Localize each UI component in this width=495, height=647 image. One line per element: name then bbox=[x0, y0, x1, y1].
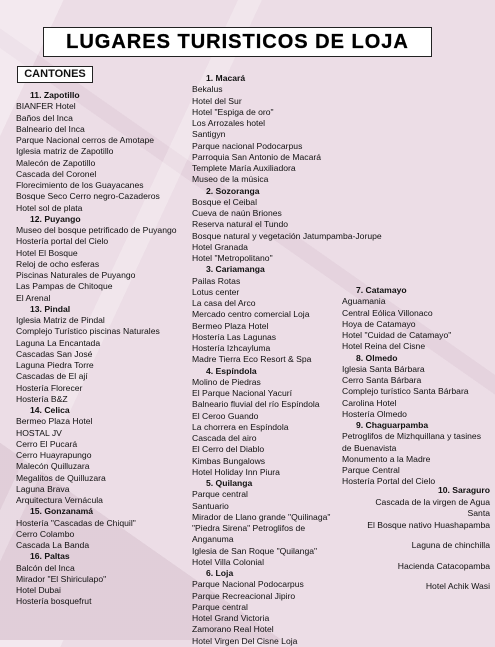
list-item: Laguna Brava bbox=[16, 483, 70, 494]
spacer bbox=[340, 531, 490, 540]
canton-heading: 3. Cariamanga bbox=[206, 264, 265, 275]
list-item: Mirador de Llano grande "Quilinaga" bbox=[192, 511, 331, 522]
list-item: Hostería Izhcayluma bbox=[192, 343, 271, 353]
list-item: Hostería Las Lagunas bbox=[192, 331, 277, 342]
list-item: Bosque el Ceibal bbox=[192, 196, 257, 207]
list-item: El Parque Nacional Yacurí bbox=[192, 388, 292, 398]
list-item: Santuario bbox=[192, 500, 229, 511]
list-item: Los Arrozales hotel bbox=[192, 118, 266, 128]
list-item: Zamorano Real Hotel bbox=[192, 624, 274, 635]
column-1 bbox=[16, 90, 186, 608]
list-item: Reserva natural el Tundo bbox=[192, 219, 289, 230]
canton-heading: 16. Paltas bbox=[30, 551, 70, 562]
list-item: Bekalus bbox=[192, 84, 223, 95]
list-item: Kimbas Bungalows bbox=[192, 455, 266, 466]
list-item: Reloj de ocho esferas bbox=[16, 258, 100, 269]
list-item: Hotel Holiday Inn Piura bbox=[192, 466, 280, 477]
list-item: Museo de la música bbox=[192, 174, 269, 185]
list-item: Hostería B&Z bbox=[16, 393, 68, 404]
list-item: El Ceroo Guando bbox=[192, 410, 259, 421]
list-item: Molino de Piedras bbox=[192, 376, 261, 387]
canton-heading: 10. Saraguro bbox=[437, 485, 490, 495]
list-item: Cascada del airo bbox=[192, 433, 257, 443]
list-item: Florecimiento de los Guayacanes bbox=[16, 180, 144, 190]
list-item: Cascadas de El ají bbox=[16, 371, 88, 382]
canton-heading: 6. Loja bbox=[206, 568, 234, 578]
list-item: Laguna La Encantada bbox=[16, 337, 101, 348]
column-3 bbox=[342, 285, 492, 488]
list-item: Balcón del Inca bbox=[16, 562, 75, 573]
column-4 bbox=[340, 485, 490, 593]
list-item: Hacienda Catacopamba bbox=[397, 560, 490, 571]
list-item: Hotel Reina del Cisne bbox=[342, 341, 426, 352]
list-item: HOSTAL JV bbox=[16, 427, 62, 438]
list-item: Laguna Piedra Torre bbox=[16, 360, 94, 370]
list-item: Hostería Florecer bbox=[16, 382, 83, 393]
list-item: La chorrera en Espíndola bbox=[192, 421, 289, 432]
page-title: LUGARES TURISTICOS DE LOJA bbox=[66, 30, 409, 53]
list-item: Mirador "El Shiriculapo" bbox=[16, 573, 107, 584]
list-item: Hotel El Bosque bbox=[16, 247, 78, 258]
list-item: Hostería "Cascadas de Chiquil" bbox=[16, 517, 136, 528]
list-item: Hotel Dubai bbox=[16, 585, 61, 595]
list-item: El Arenal bbox=[16, 292, 51, 303]
list-item: Hotel "Cuidad de Catamayo" bbox=[342, 330, 452, 340]
list-item: La casa del Arco bbox=[192, 298, 256, 308]
list-item: Hotel Grand Victoria bbox=[192, 613, 270, 623]
list-item: Balneario fluvial del río Espíndola bbox=[192, 399, 320, 410]
list-item: Bosque Seco Cerro negro-Cazaderos bbox=[16, 191, 160, 202]
list-item: Hostería bosquefrut bbox=[16, 596, 92, 607]
list-item: Cerro Santa Bárbara bbox=[342, 375, 422, 385]
list-item: El Cerro del Diablo bbox=[192, 444, 265, 455]
list-item: Iglesia de San Roque "Quilanga" bbox=[192, 545, 318, 556]
list-item: Lotus center bbox=[192, 286, 240, 297]
list-item: Las Pampas de Chitoque bbox=[16, 281, 113, 292]
list-item: Cueva de naún Briones bbox=[192, 208, 282, 218]
canton-heading: 11. Zapotillo bbox=[30, 90, 80, 100]
list-item: Piscinas Naturales de Puyango bbox=[16, 270, 136, 280]
list-item: Hostería Olmedo bbox=[342, 408, 407, 419]
list-item: Parque nacional Podocarpus bbox=[192, 140, 303, 151]
title-box bbox=[43, 27, 432, 57]
list-item: Malecón Quilluzara bbox=[16, 461, 90, 472]
list-item: Hotel Villa Colonial bbox=[192, 556, 264, 567]
list-item: de Buenavista bbox=[342, 442, 397, 453]
list-item: Cascada del Coronel bbox=[16, 168, 97, 179]
list-item: Bermeo Plaza Hotel bbox=[192, 320, 269, 331]
canton-heading: 12. Puyango bbox=[30, 213, 81, 224]
canton-heading: 4. Espíndola bbox=[206, 365, 257, 376]
list-item: Hotel Achik Wasi bbox=[425, 581, 490, 591]
canton-heading: 15. Gonzanamá bbox=[30, 506, 94, 517]
list-item: Cascada de la virgen de Agua bbox=[375, 496, 490, 507]
canton-heading: 5. Quilanga bbox=[206, 478, 253, 488]
list-item: Santa bbox=[467, 508, 490, 518]
list-item: Hostería Portal del Cielo bbox=[342, 476, 436, 487]
cantones-label: CANTONES bbox=[17, 66, 93, 83]
list-item: Pailas Rotas bbox=[192, 275, 241, 286]
list-item: Hostería portal del Cielo bbox=[16, 236, 109, 247]
list-item: Hotel Virgen Del Cisne Loja bbox=[192, 635, 298, 646]
list-item: Iglesia matriz de Zapotillo bbox=[16, 146, 114, 157]
list-item: Parque Central bbox=[342, 465, 400, 475]
list-item: Hotel "Metropolitano" bbox=[192, 253, 273, 263]
list-item: Parroquia San Antonio de Macará bbox=[192, 151, 321, 162]
list-item: Iglesia Santa Bárbara bbox=[342, 363, 425, 374]
canton-heading: 9. Chaguarpamba bbox=[356, 420, 429, 430]
list-item: Templete María Auxiliadora bbox=[192, 163, 296, 173]
spacer bbox=[340, 572, 490, 581]
list-item: Parque central bbox=[192, 489, 248, 500]
list-item: Bermeo Plaza Hotel bbox=[16, 416, 93, 427]
list-item: Aguamania bbox=[342, 296, 386, 307]
list-item: Parque Recreacional Jipiro bbox=[192, 590, 296, 601]
list-item: Hotel sol de plata bbox=[16, 202, 83, 213]
list-item: Cerro Colambo bbox=[16, 528, 75, 539]
list-item: Complejo Turístico piscinas Naturales bbox=[16, 326, 160, 337]
canton-heading: 2. Sozoranga bbox=[206, 185, 260, 196]
list-item: Central Eólica Villonaco bbox=[342, 307, 433, 318]
list-item: Hotel "Espiga de oro" bbox=[192, 106, 274, 117]
list-item: El Bosque nativo Huashapamba bbox=[367, 519, 490, 530]
list-item: Hotel del Sur bbox=[192, 95, 242, 106]
list-item: Madre Tierra Eco Resort & Spa bbox=[192, 354, 312, 365]
list-item: Cascadas San José bbox=[16, 348, 93, 359]
canton-heading: 13. Pindal bbox=[30, 303, 71, 314]
list-item: Arquitectura Vernácula bbox=[16, 495, 103, 505]
list-item: Monumento a la Madre bbox=[342, 453, 431, 464]
list-item: Bosque natural y vegetación Jatumpamba-Jorupe bbox=[192, 230, 382, 241]
canton-heading: 14. Celica bbox=[30, 405, 70, 415]
list-item: Cascada La Banda bbox=[16, 540, 90, 550]
list-item: Parque central bbox=[192, 601, 248, 612]
list-item: BIANFER Hotel bbox=[16, 101, 76, 112]
list-item: Museo del bosque petrificado de Puyango bbox=[16, 225, 177, 235]
canton-heading: 8. Olmedo bbox=[356, 352, 398, 363]
list-item: Malecón de Zapotillo bbox=[16, 157, 96, 168]
list-item: Complejo turístico Santa Bárbara bbox=[342, 386, 469, 397]
list-item: Hotel Granada bbox=[192, 241, 248, 252]
list-item: Carolina Hotel bbox=[342, 397, 397, 408]
list-item: Parque Nacional cerros de Amotape bbox=[16, 135, 155, 145]
canton-heading: 7. Catamayo bbox=[356, 285, 407, 295]
list-item: Megalitos de Quilluzara bbox=[16, 472, 106, 483]
list-item: Petroglifos de Mizhquillana y tasines bbox=[342, 431, 482, 442]
list-item: Mercado centro comercial Loja bbox=[192, 309, 310, 320]
list-item: Baños del Inca bbox=[16, 112, 73, 123]
list-item: Anganuma bbox=[192, 534, 234, 545]
list-item: Hoya de Catamayo bbox=[342, 318, 416, 329]
list-item: Iglesia Matriz de Pindal bbox=[16, 315, 105, 325]
canton-heading: 1. Macará bbox=[206, 73, 246, 83]
list-item: Santigyn bbox=[192, 129, 226, 140]
list-item: Parque Nacional Podocarpus bbox=[192, 579, 304, 590]
list-item: "Piedra Sirena" Petroglifos de bbox=[192, 523, 306, 533]
list-item: Cerro Huayrapungo bbox=[16, 450, 92, 460]
spacer bbox=[340, 552, 490, 561]
list-item: Laguna de chinchilla bbox=[411, 540, 490, 550]
list-item: Cerro El Pucará bbox=[16, 438, 78, 449]
list-item: Balneario del Inca bbox=[16, 123, 85, 134]
